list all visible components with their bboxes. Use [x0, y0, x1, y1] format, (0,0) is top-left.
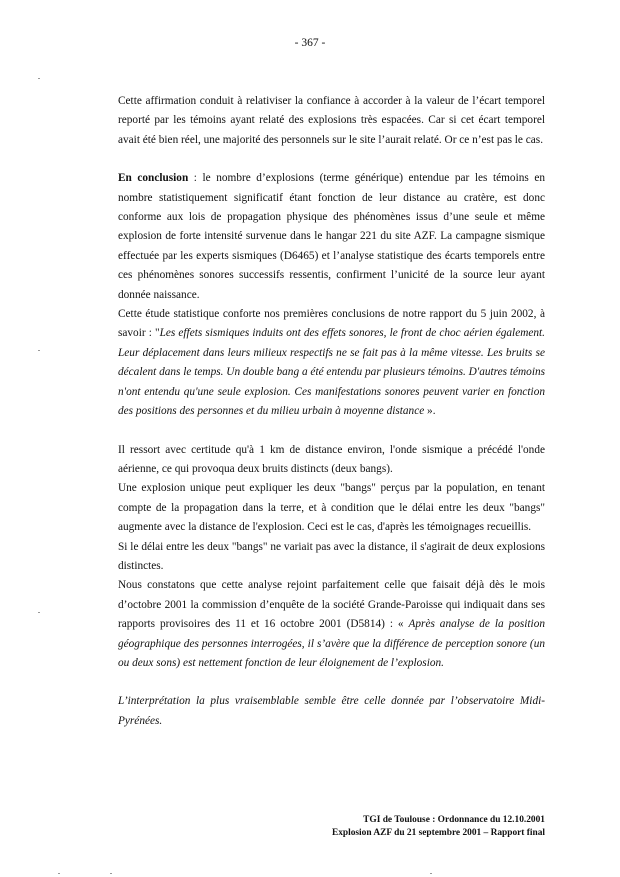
- scan-speck: [110, 873, 112, 874]
- footer-line-1: TGI de Toulouse : Ordonnance du 12.10.2001: [363, 815, 545, 825]
- paragraph-onde: Il ressort avec certitude qu'à 1 km de distance environ, l'onde sismique a précédé l'onde aérienne, ce qui provoqua deux bruits distincts (deux bangs).: [118, 443, 545, 475]
- scan-speck: [38, 350, 40, 351]
- paragraph-spacer: [118, 673, 545, 692]
- document-body: [118, 92, 545, 731]
- conclusion-heading: En conclusion: [118, 172, 189, 185]
- paragraph-etude: [118, 305, 545, 421]
- paragraph-spacer: [118, 150, 545, 169]
- interpretation-text: L’interprétation la plus vraisemblable semble être celle donnée par l’observatoire Midi-Pyrénées.: [118, 695, 545, 727]
- scan-speck: [38, 78, 40, 79]
- commission-text: Nous constatons que cette analyse rejoint parfaitement celle que faisait déjà dès le mois d’octobre 2001 la commission d’enquête de la société Grande-Paroisse qui indiquait dans ses rapports provisoires des 11 et 16 octobre 2001 (D5814) : «: [118, 579, 545, 631]
- paragraph-spacer: [118, 422, 545, 441]
- etude-quote-end: ».: [424, 405, 436, 418]
- page-footer: [280, 814, 545, 839]
- paragraph-commission: [118, 576, 545, 673]
- scan-speck: [38, 612, 40, 613]
- commission-quote: Après analyse de la position géographique des personnes interrogées, il s’avère que la différence de perception sonore (un ou deux sons) est nettement fonction de leur éloignement de l’explosion.: [118, 618, 545, 669]
- etude-text: Cette étude statistique conforte nos premières conclusions de notre rapport du 5 juin 2002, à savoir : ": [118, 308, 545, 340]
- paragraph-affirmation: Cette affirmation conduit à relativiser la confiance à accorder à la valeur de l’écart temporel reporté par les témoins ayant relaté des explosions très espacées. Car si cet écart temporel avait été bien réel, une majorité des personnels sur le site l’aurait relaté. Or ce n’est pas le cas.: [118, 95, 545, 146]
- paragraph-delai: Si le délai entre les deux "bangs" ne variait pas avec la distance, il s'agirait de deux explosions distinctes.: [118, 540, 545, 572]
- page-number: - 367 -: [294, 37, 326, 49]
- conclusion-text: : le nombre d’explosions (terme générique) entendue par les témoins en nombre statistiquement significatif étant fonction de leur distance au cratère, est donc conforme aux lois de propagation physique des phénomènes issus d’une seule et même explosion de forte intensité survenue dans le hangar 221 du site AZF. La campagne sismique effectuée par les experts sismiques (D6465) et l’analyse statistique des écarts temporels entre ces phénomènes sonores successifs ressentis, confirment l’unicité de la source leur ayant donnée naissance.: [118, 172, 545, 301]
- paragraph-explosion-unique: Une explosion unique peut expliquer les deux "bangs" perçus par la population, en tenant compte de la propagation dans la terre, et à condition que le délai entre les deux "bangs" augmente avec la distance de l'explosion. Ceci est le cas, d'après les témoignages recueillis.: [118, 482, 545, 534]
- scan-speck: [58, 873, 60, 874]
- footer-line-2: Explosion AZF du 21 septembre 2001 – Rapport final: [331, 827, 545, 838]
- paragraph-conclusion: [118, 169, 545, 305]
- paragraph-interpretation: [118, 692, 545, 731]
- scan-speck: [430, 873, 432, 874]
- etude-quote: Les effets sismiques induits ont des effets sonores, le front de choc aérien également. Leur déplacement dans leurs milieux respectifs ne se fait pas à la même vitesse. Les bruits se décalent dans le temps. Un double bang a été entendu par plusieurs témoins. D'autres témoins n'ont entendu qu'une seule explosion. Ces manifestations sonores peuvent varier en fonction des positions des personnes et du milieu urbain à moyenne distance: [118, 327, 545, 418]
